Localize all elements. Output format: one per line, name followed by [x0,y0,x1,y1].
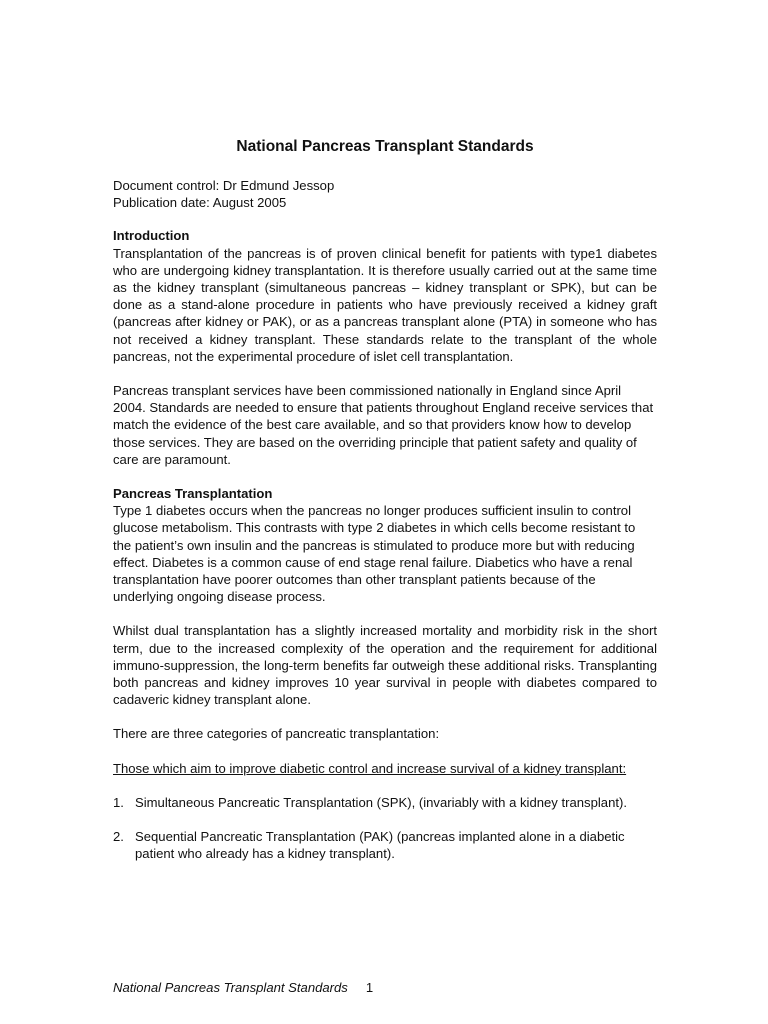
underlined-category-line: Those which aim to improve diabetic control and increase survival of a kidney transplant: [113,760,627,776]
footer-page-number: 1 [365,980,374,995]
pancreas-transplantation-paragraph-2: Whilst dual transplantation has a slightly increased mortality and morbidity risk in the short term, due to the increased complexity of the operation and the requirement for additional immuno-suppression, the long-term benefits far outweigh these additional risks. Transplanting both pancreas and kidney improves 10 year survival in people with diabetes compared to cadaveric kidney transplant alone. [113,623,657,708]
introduction-heading: Introduction [113,228,190,244]
document-body [113,137,657,880]
list-item-number: 2. [113,829,124,845]
list-item [113,794,657,811]
list-item [113,828,657,862]
category-list [113,794,657,863]
footer-title: National Pancreas Transplant Standards [113,980,348,995]
categories-intro-paragraph: There are three categories of pancreatic transplantation: [113,726,440,742]
introduction-paragraph-1: Transplantation of the pancreas is of proven clinical benefit for patients with type1 diabetes who are undergoing kidney transplantation. It is therefore usually carried out at the same time as the kidney transplant (simultaneous pancreas – kidney transplant or SPK), but can be done as a stand-alone procedure in patients who have previously received a kidney graft (pancreas after kidney or PAK), or as a pancreas transplant alone (PTA) in someone who has not received a kidney transplant. These standards relate to the transplant of the whole pancreas, not the experimental procedure of islet cell transplantation. [113,245,657,364]
introduction-paragraph-2: Pancreas transplant services have been commissioned nationally in England since April 2004. Standards are needed to ensure that patients throughout England receive services that match the evidence of the best care available, and so that providers know how to develop those services. They are based on the overriding principle that patient safety and quality of care are paramount. [113,383,654,467]
list-item-text: Sequential Pancreatic Transplantation (PAK) (pancreas implanted alone in a diabetic patient who already has a kidney transplant). [135,829,625,862]
list-item-text: Simultaneous Pancreatic Transplantation (SPK), (invariably with a kidney transplant). [135,794,627,810]
document-title: National Pancreas Transplant Standards [236,138,534,155]
pancreas-transplantation-paragraph-1: Type 1 diabetes occurs when the pancreas no longer produces sufficient insulin to control glucose metabolism. This contrasts with type 2 diabetes in which cells become resistant to the patient’s own insulin and the pancreas is stimulated to produce more but with reducing effect. Diabetes is a common cause of end stage renal failure. Diabetics who have a renal transplantation have poorer outcomes than other transplant patients because of the underlying ongoing disease process. [113,503,636,605]
document-meta [113,177,657,211]
publication-date-line: Publication date: August 2005 [113,195,287,211]
document-control-line: Document control: Dr Edmund Jessop [113,178,335,193]
pancreas-transplantation-heading: Pancreas Transplantation [113,486,273,502]
list-item-number: 1. [113,794,124,810]
page-footer [113,979,373,996]
